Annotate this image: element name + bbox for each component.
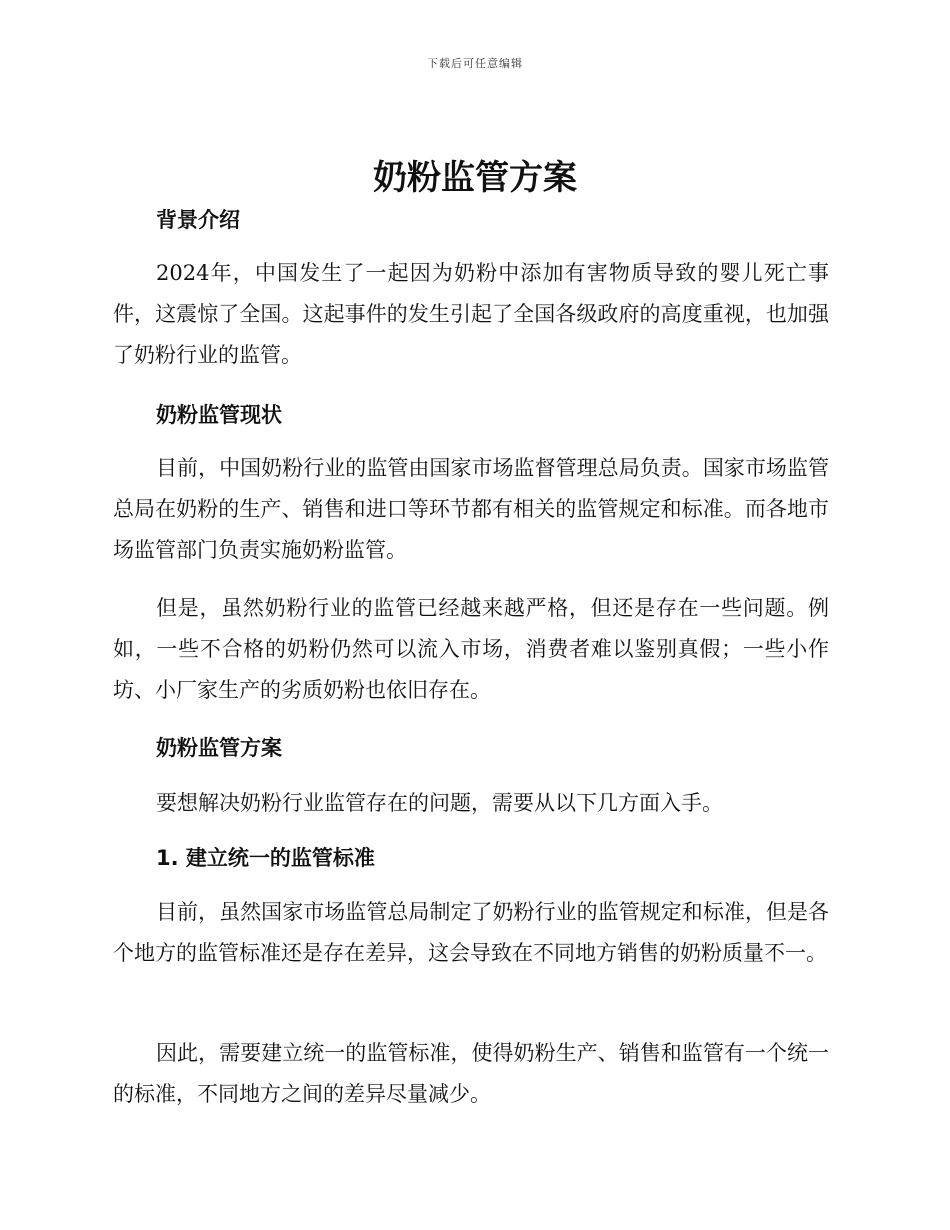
section-heading-status: 奶粉监管现状 (156, 403, 282, 427)
paragraph-background: 2024年，中国发生了一起因为奶粉中添加有害物质导致的婴儿死亡事件，这震惊了全国。这起事件的发生引起了全国各级政府的高度重视，也加强了奶粉行业的监管。 (113, 261, 829, 367)
section-heading-background: 背景介绍 (156, 208, 240, 232)
paragraph-plan-intro: 要想解决奶粉行业监管存在的问题，需要从以下几方面入手。 (156, 791, 723, 815)
paragraph-sub1-2: 因此，需要建立统一的监管标准，使得奶粉生产、销售和监管有一个统一的标准，不同地方之间的差异尽量减少。 (113, 1041, 829, 1106)
header-note: 下载后可任意编辑 (427, 57, 523, 70)
subsection-heading-1: 1. 建立统一的监管标准 (156, 846, 375, 870)
document-title: 奶粉监管方案 (373, 158, 577, 198)
paragraph-status-2: 但是，虽然奶粉行业的监管已经越来越严格，但还是存在一些问题。例如，一些不合格的奶粉仍然可以流入市场，消费者难以鉴别真假；一些小作坊、小厂家生产的劣质奶粉也依旧存在。 (113, 596, 829, 702)
paragraph-sub1-1: 目前，虽然国家市场监管总局制定了奶粉行业的监管规定和标准，但是各个地方的监管标准还是存在差异，这会导致在不同地方销售的奶粉质量不一。 (113, 900, 829, 965)
paragraph-status-1: 目前，中国奶粉行业的监管由国家市场监督管理总局负责。国家市场监管总局在奶粉的生产、销售和进口等环节都有相关的监管规定和标准。而各地市场监管部门负责实施奶粉监管。 (113, 456, 829, 562)
section-heading-plan: 奶粉监管方案 (156, 736, 282, 760)
